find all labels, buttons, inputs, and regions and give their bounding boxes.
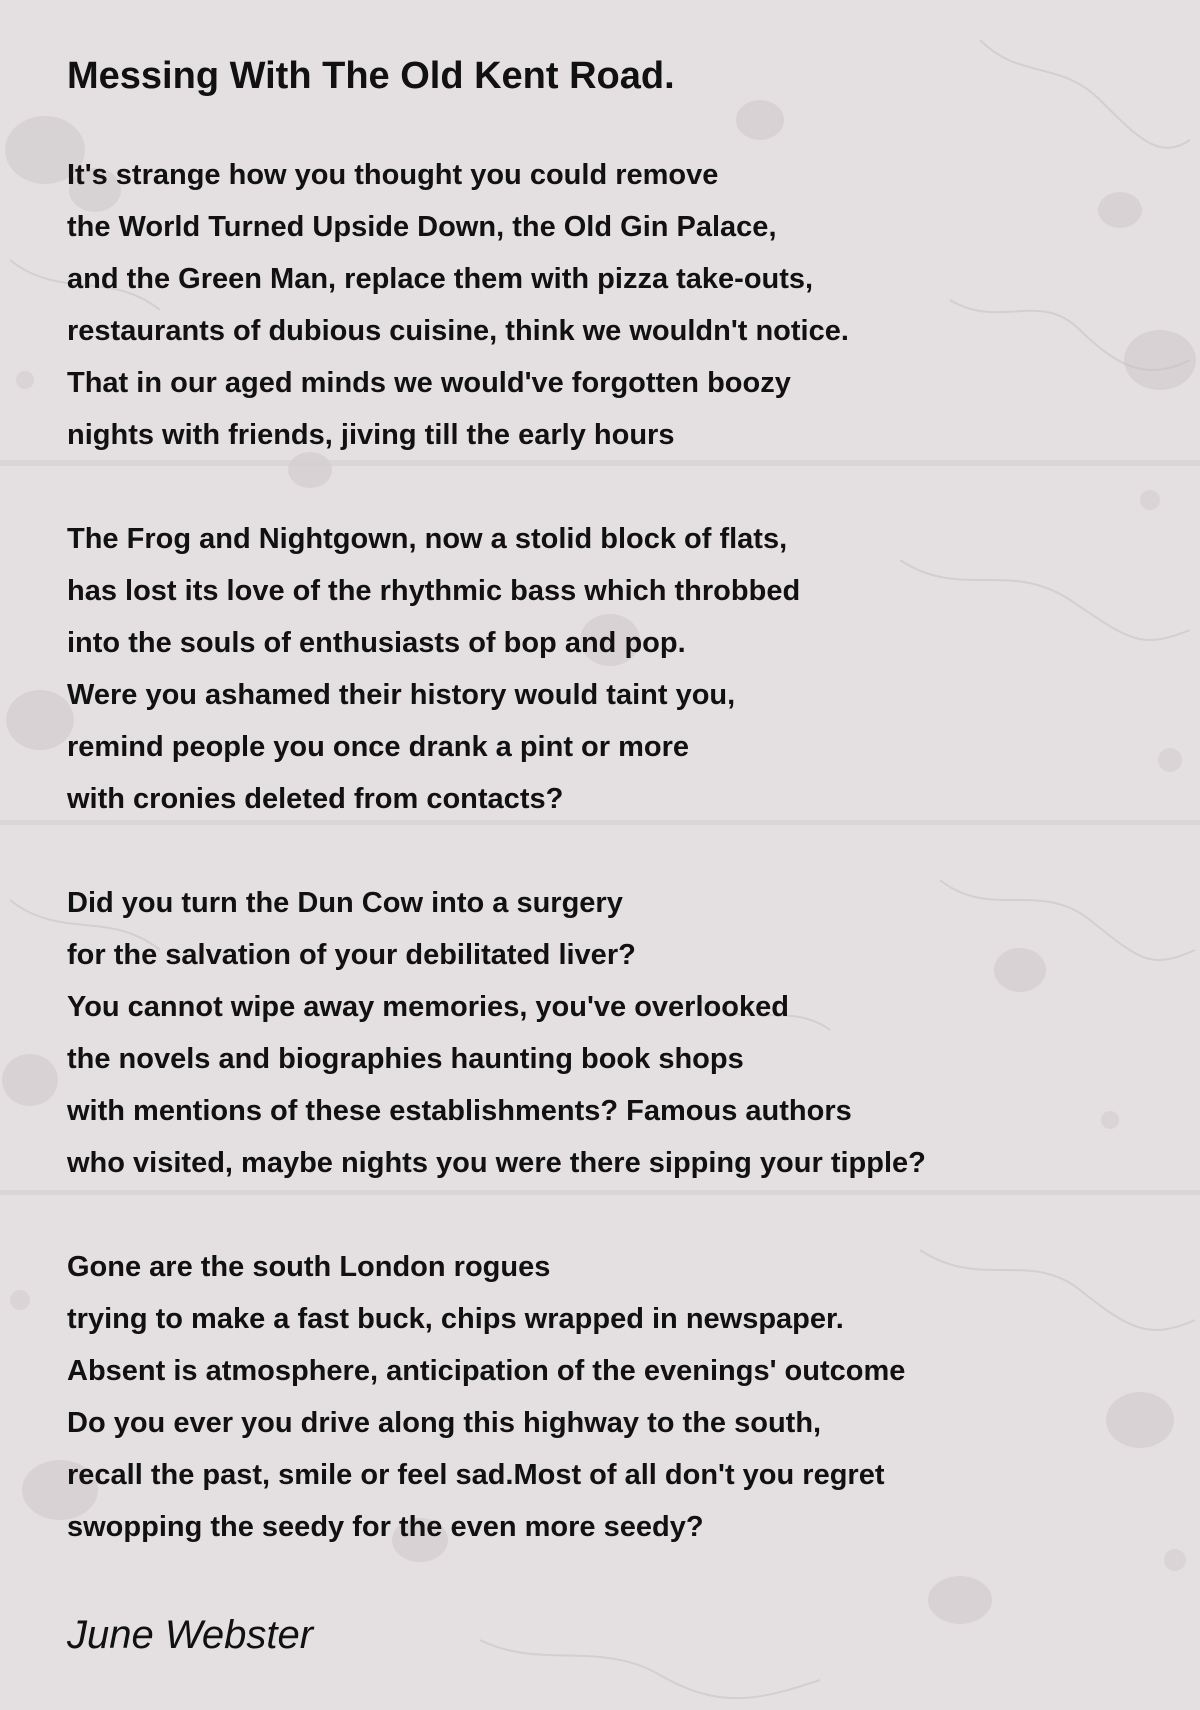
poem-line: You cannot wipe away memories, you've overlooked (67, 991, 789, 1023)
poem-line: the World Turned Upside Down, the Old Gin Palace, (67, 211, 777, 243)
poem-line: Did you turn the Dun Cow into a surgery (67, 887, 623, 919)
poem-line: remind people you once drank a pint or more (67, 731, 689, 763)
poem-line: restaurants of dubious cuisine, think we wouldn't notice. (67, 315, 849, 347)
stanza-3 (67, 877, 1177, 1189)
poem-line: swopping the seedy for the even more seedy? (67, 1511, 704, 1543)
stanza-4 (67, 1241, 1177, 1553)
poem-author: June Webster (67, 1613, 314, 1657)
poem-line: trying to make a fast buck, chips wrapped in newspaper. (67, 1303, 844, 1335)
poem-line: who visited, maybe nights you were there sipping your tipple? (67, 1147, 926, 1179)
poem-line: It's strange how you thought you could remove (67, 159, 719, 191)
poem-line: has lost its love of the rhythmic bass which throbbed (67, 575, 801, 607)
poem-line: Absent is atmosphere, anticipation of the evenings' outcome (67, 1355, 906, 1387)
poem-line: Gone are the south London rogues (67, 1251, 551, 1283)
poem-line: The Frog and Nightgown, now a stolid block of flats, (67, 523, 788, 555)
poem-line: That in our aged minds we would've forgotten boozy (67, 367, 791, 399)
poem-line: the novels and biographies haunting book shops (67, 1043, 744, 1075)
poem-line: Do you ever you drive along this highway to the south, (67, 1407, 822, 1439)
poem-line: recall the past, smile or feel sad.Most of all don't you regret (67, 1459, 885, 1491)
poem-line: and the Green Man, replace them with pizza take-outs, (67, 263, 814, 295)
poem-title: Messing With The Old Kent Road. (67, 55, 675, 97)
stanza-2 (67, 513, 1177, 825)
poem-line: Were you ashamed their history would taint you, (67, 679, 736, 711)
poem-line: nights with friends, jiving till the early hours (67, 419, 675, 451)
poem-line: with cronies deleted from contacts? (67, 783, 564, 815)
poem-line: for the salvation of your debilitated liver? (67, 939, 636, 971)
poem-line: into the souls of enthusiasts of bop and pop. (67, 627, 686, 659)
poem-line: with mentions of these establishments? Famous authors (67, 1095, 852, 1127)
stanza-1 (67, 149, 1177, 461)
